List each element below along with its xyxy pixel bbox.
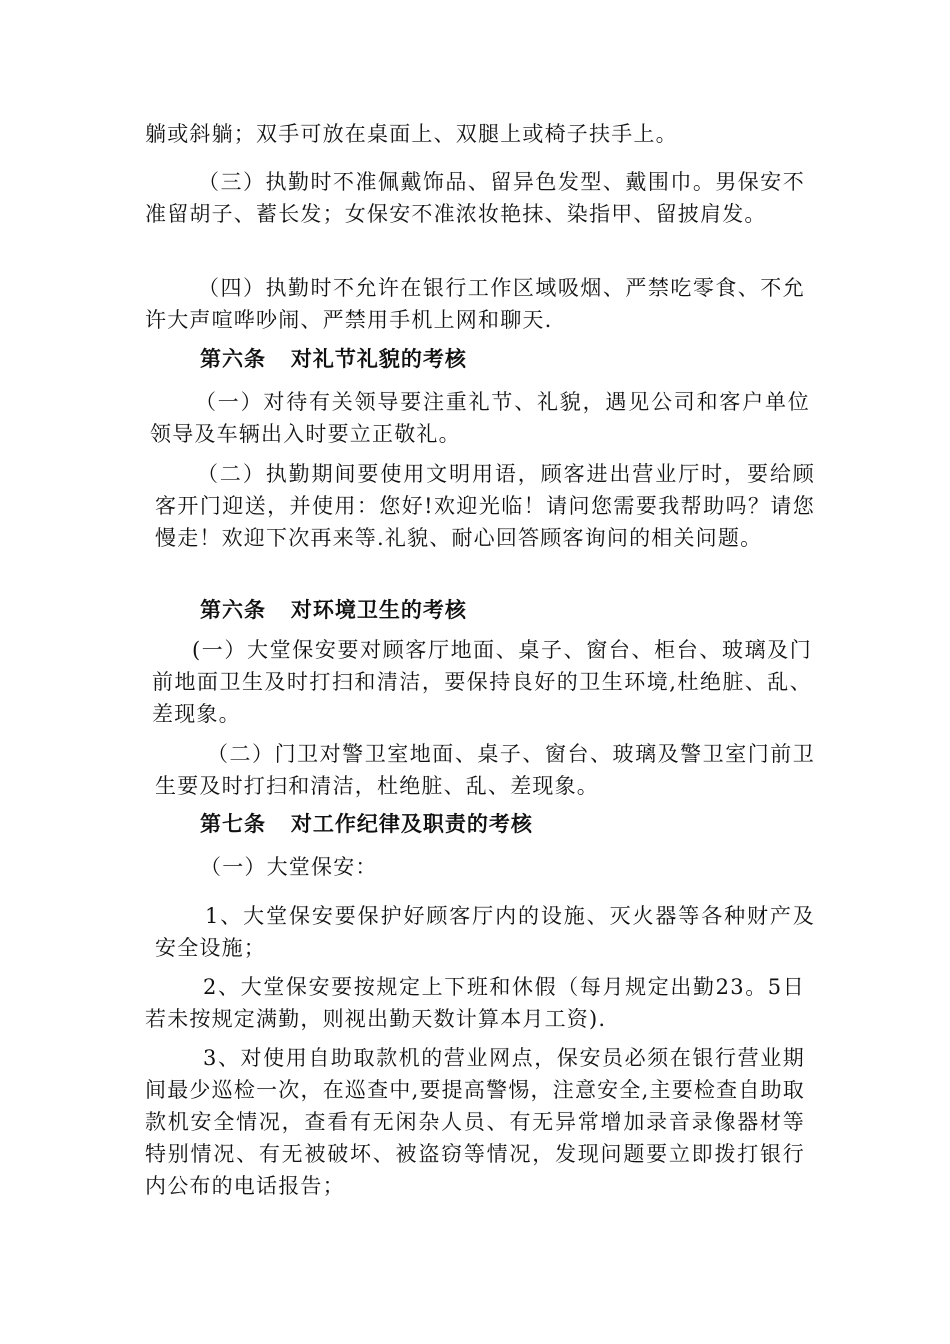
section-heading-hygiene: 第六条 对环境卫生的考核	[200, 598, 467, 622]
section-heading-discipline: 第七条 对工作纪律及职责的考核	[200, 812, 533, 836]
paragraph-lobby-security: （一）大堂保安：	[200, 855, 378, 879]
paragraph-duty-three: 3、对使用自助取款机的营业网点，保安员必须在银行营业期间最少巡检一次，在巡查中,要提高警惕，注意安全,主要检查自助取款机安全情况，查看有无闲杂人员、有无异常增加录音录像器材等特别情况、有无被破坏、被盗窃等情况，发现问题要立即拨打银行内公布的电话报告；	[145, 1046, 805, 1198]
paragraph-item-three: （三）执勤时不准佩戴饰品、留异色发型、戴围巾。男保安不准留胡子、蓄长发；女保安不准浓妆艳抹、染指甲、留披肩发。	[145, 170, 805, 226]
paragraph-duty-two: 2、大堂保安要按规定上下班和休假（每月规定出勤23。5日若未按规定满勤，则视出勤天数计算本月工资).	[145, 975, 805, 1031]
paragraph-duty-one: 1、大堂保安要保护好顾客厅内的设施、灭火器等各种财产及安全设施；	[155, 904, 815, 960]
paragraph-item-four: （四）执勤时不允许在银行工作区域吸烟、严禁吃零食、不允许大声喧哗吵闹、严禁用手机上网和聊天.	[145, 276, 805, 332]
paragraph-etiquette-two: （二）执勤期间要使用文明用语，顾客进出营业厅时，要给顾客开门迎送，并使用：您好!欢迎光临！请问您需要我帮助吗？请您慢走！欢迎下次再来等.礼貌、耐心回答顾客询问的相关问题。	[155, 462, 815, 550]
paragraph-hygiene-one: (一）大堂保安要对顾客厅地面、桌子、窗台、柜台、玻璃及门前地面卫生及时打扫和清洁，要保持良好的卫生环境,杜绝脏、乱、差现象。	[152, 638, 812, 726]
paragraph-hygiene-two: （二）门卫对警卫室地面、桌子、窗台、玻璃及警卫室门前卫生要及时打扫和清洁，杜绝脏、乱、差现象。	[155, 742, 815, 798]
section-heading-etiquette: 第六条 对礼节礼貌的考核	[200, 347, 467, 371]
paragraph-posture-continued: 躺或斜躺；双手可放在桌面上、双腿上或椅子扶手上。	[145, 122, 678, 146]
paragraph-etiquette-one: （一）对待有关领导要注重礼节、礼貌，遇见公司和客户单位领导及车辆出入时要立正敬礼。	[150, 390, 810, 446]
